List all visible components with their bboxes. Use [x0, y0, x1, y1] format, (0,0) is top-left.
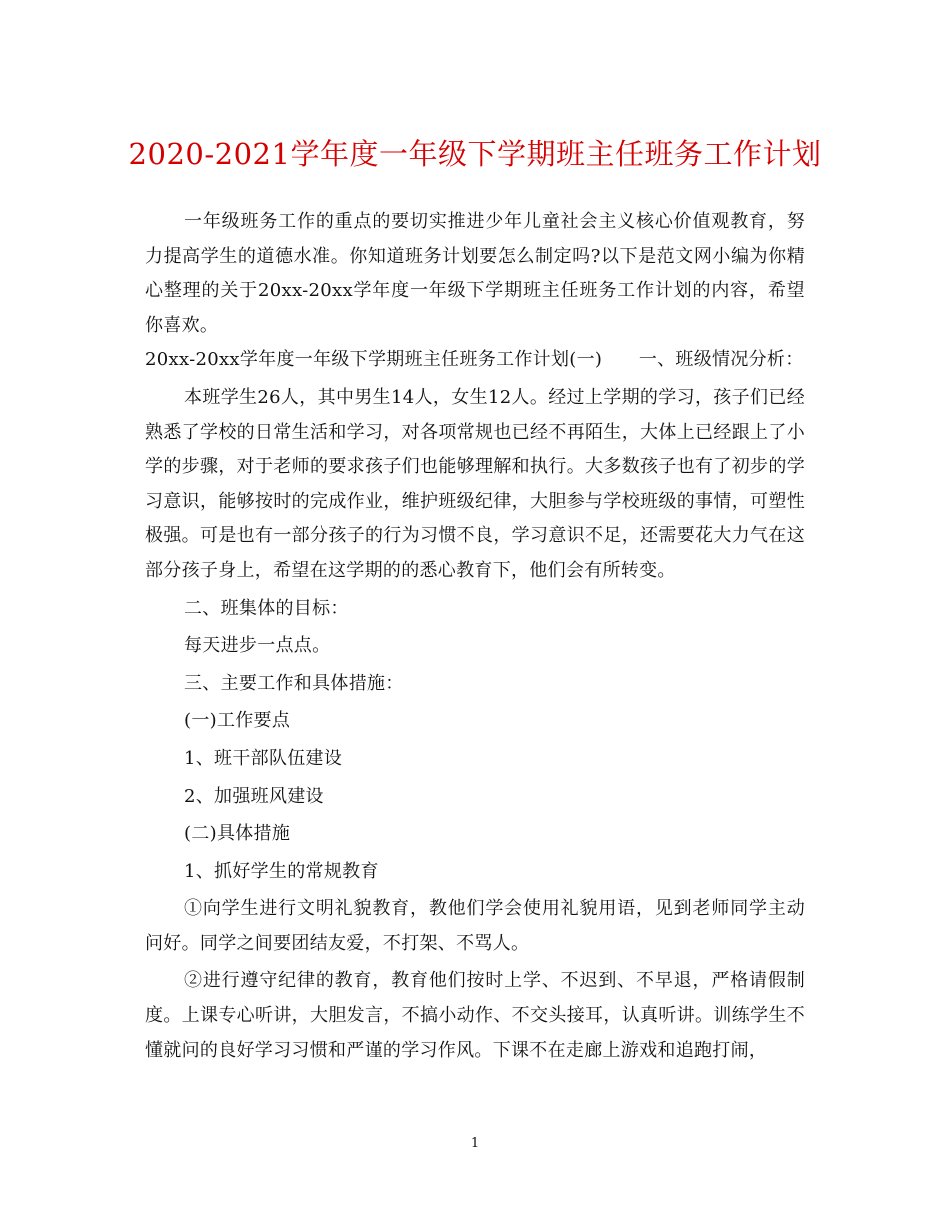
paragraph-measures-heading: 三、主要工作和具体措施： [184, 672, 404, 694]
paragraph-goal: 每天进步一点点。 [184, 635, 331, 657]
page-number: 1 [470, 1136, 480, 1151]
document-title: 2020-2021学年度一年级下学期班主任班务工作计划 [128, 137, 822, 171]
document-body [145, 205, 805, 1068]
paragraph-item-2: 2、加强班风建设 [184, 785, 324, 807]
paragraph-discipline: ②进行遵守纪律的教育，教育他们按时上学、不迟到、不早退，严格请假制度。上课专心听讲，大胆发言，不搞小动作、不交头接耳，认真听讲。训练学生不懂就问的良好学习习惯和严谨的学习作风。下课不在走廊上游戏和追跑打闹， [145, 970, 805, 1061]
paragraph-work-points: (一)工作要点 [184, 710, 291, 732]
paragraph-class-analysis: 本班学生26人，其中男生14人，女生12人。经过上学期的学习，孩子们已经熟悉了学校的日常生活和学习，对各项常规也已经不再陌生，大体上已经跟上了小学的步骤，对于老师的要求孩子们也能够理解和执行。大多数孩子也有了初步的学习意识，能够按时的完成作业，维护班级纪律，大胆参与学校班级的事情，可塑性极强。可是也有一部分孩子的行为习惯不良，学习意识不足，还需要花大力气在这部分孩子身上，希望在这学期的的悉心教育下，他们会有所转变。 [145, 386, 805, 581]
paragraph-routine-education: 1、抓好学生的常规教育 [184, 860, 379, 882]
paragraph-intro: 一年级班务工作的重点的要切实推进少年儿童社会主义核心价值观教育，努力提高学生的道德水准。你知道班务计划要怎么制定吗?以下是范文网小编为你精心整理的关于20xx-20xx学年度一年级下学期班主任班务工作计划的内容，希望你喜欢。 [145, 211, 805, 336]
paragraph-goal-heading: 二、班集体的目标： [184, 597, 349, 619]
paragraph-specific-measures: (二)具体措施 [184, 823, 291, 845]
paragraph-section-heading: 20xx-20xx学年度一年级下学期班主任班务工作计划(一) 一、班级情况分析： [145, 349, 804, 371]
paragraph-manners: ①向学生进行文明礼貌教育，教他们学会使用礼貌用语，见到老师同学主动问好。同学之间要团结友爱，不打架、不骂人。 [145, 898, 805, 954]
paragraph-item-1: 1、班干部队伍建设 [184, 747, 343, 769]
